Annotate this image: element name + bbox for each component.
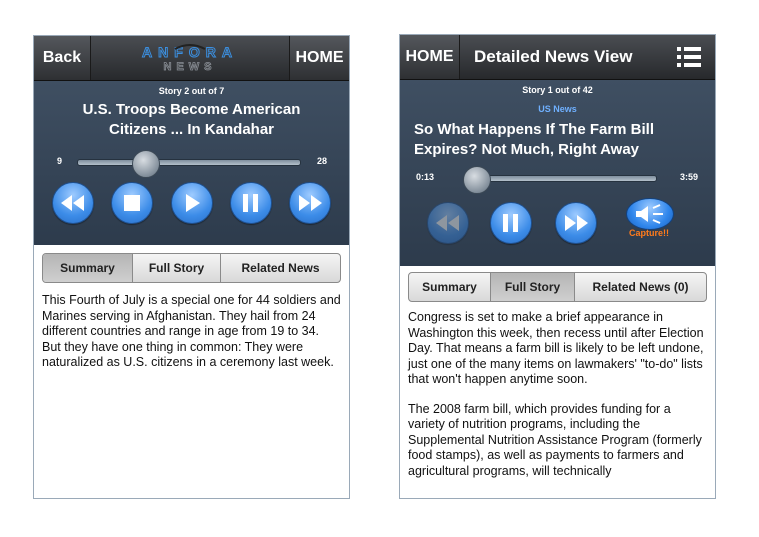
tab-full-story[interactable]: Full Story [491, 273, 575, 301]
tab-summary[interactable]: Summary [409, 273, 491, 301]
play-icon [184, 194, 200, 212]
home-button[interactable]: HOME [289, 36, 349, 80]
tab-summary[interactable]: Summary [43, 254, 133, 282]
list-icon [677, 46, 701, 68]
full-story-text [400, 302, 715, 499]
capture-button[interactable] [622, 196, 676, 250]
fast-forward-button[interactable] [289, 182, 331, 224]
story-headline: U.S. Troops Become American Citizens ... In Kandahar [82, 101, 301, 138]
back-button[interactable]: Back [34, 36, 91, 80]
story-paragraph: The 2008 farm bill, which provides funding for a variety of nutrition programs, including the Supplemental Nutrition Assistance Program (formerly food stamps), as well as payments to farmers and agricultural programs, will technically [408, 401, 702, 478]
pause-icon [503, 214, 519, 232]
story-summary-text: This Fourth of July is a special one for 44 soldiers and Marines serving in Afghanistan. They hail from 24 different countries and range in age from 19 to 34. But they have one thing in common: They were naturalized as U.S. citizens in a ceremony last week. [42, 293, 341, 369]
total-time: 3:59 [679, 172, 698, 182]
capture-oval [626, 198, 674, 230]
pause-button[interactable] [490, 202, 532, 244]
slider-track[interactable] [463, 175, 657, 182]
story-category: US News [538, 104, 577, 114]
audio-player [34, 81, 349, 245]
story-tabs [42, 253, 341, 283]
stop-button[interactable] [111, 182, 153, 224]
phone-screen-summary [33, 35, 350, 499]
story-count: Story 1 out of 42 [522, 85, 593, 95]
speaker-icon [634, 204, 666, 224]
play-button[interactable] [171, 182, 213, 224]
capture-label: Capture!! [629, 228, 669, 238]
total-time: 28 [316, 156, 327, 166]
top-bar [400, 35, 715, 80]
story-headline: So What Happens If The Farm Bill Expires? Not Much, Right Away [414, 121, 655, 158]
story-count: Story 2 out of 7 [158, 86, 225, 96]
rewind-icon [61, 195, 85, 211]
progress-slider[interactable] [34, 150, 349, 174]
tab-related-news[interactable]: Related News (0) [592, 280, 689, 294]
elapsed-time: 0:13 [416, 172, 435, 182]
home-button[interactable]: HOME [400, 35, 460, 79]
rewind-button[interactable] [427, 202, 469, 244]
fast-forward-icon [298, 195, 322, 211]
app-logo [91, 36, 289, 80]
story-paragraph: Congress is set to make a brief appearance in Washington this week, then recess until after Election Day. That means a farm bill is likely to be left undone, just one of the many items on lawmakers' "to-do" lists that won't happen anytime soon. [408, 310, 704, 386]
elapsed-time: 9 [57, 156, 63, 166]
audio-player [400, 80, 715, 266]
fast-forward-icon [564, 215, 588, 231]
playback-controls [34, 174, 349, 224]
rewind-icon [436, 215, 460, 231]
progress-slider[interactable] [400, 166, 715, 190]
slider-track[interactable] [77, 159, 301, 166]
tab-related-news[interactable]: Related News [241, 261, 320, 275]
story-tabs [408, 272, 707, 302]
rewind-button[interactable] [52, 182, 94, 224]
page-title: Detailed News View [474, 47, 633, 66]
pause-button[interactable] [230, 182, 272, 224]
menu-button[interactable] [663, 35, 715, 79]
tab-full-story[interactable]: Full Story [133, 254, 221, 282]
fast-forward-button[interactable] [555, 202, 597, 244]
logo-text: ANFORA [142, 44, 238, 60]
top-bar [34, 36, 349, 81]
logo-sub-text: NEWS [163, 61, 217, 73]
anfora-news-logo [115, 43, 265, 73]
pause-icon [243, 194, 259, 212]
slider-thumb[interactable] [132, 150, 160, 178]
stop-icon [124, 195, 140, 211]
phone-screen-detail [399, 34, 716, 499]
